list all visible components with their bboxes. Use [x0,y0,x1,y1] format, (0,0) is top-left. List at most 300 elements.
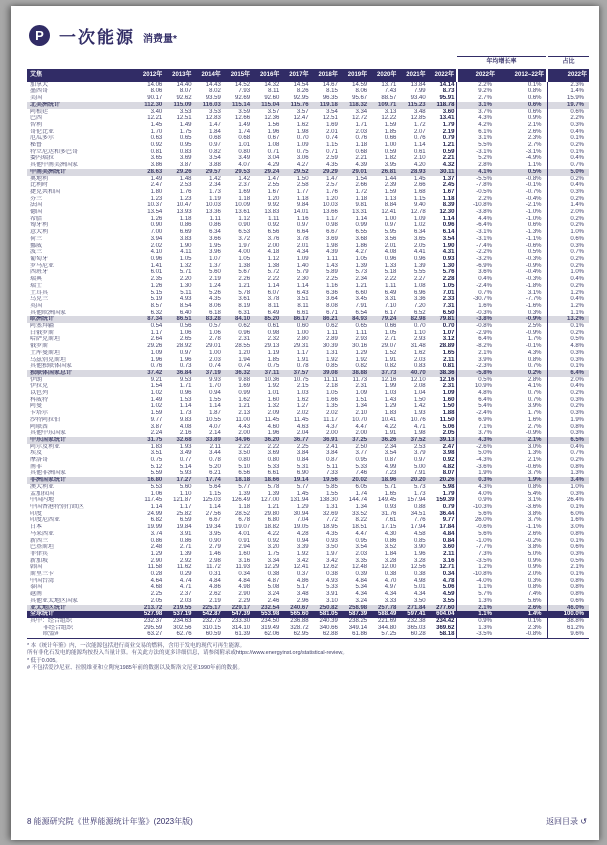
share-cell: 0.3% [547,410,589,417]
table-row [27,209,589,216]
value-cell: 1.93 [179,443,192,450]
value-cell: 0.80 [267,457,280,464]
value-cell: 29.31 [293,343,309,350]
value-cell: 271.84 [398,605,427,612]
growth-10y-cell: 0.6% [527,108,542,115]
growth-10y-cell: -0.2% [525,537,542,544]
value-cell: 12.29 [264,564,280,571]
value-cell: 1.18 [355,195,368,202]
value-cell: 12.36 [264,115,280,122]
table-row [27,538,589,545]
value-cell: 36.44 [439,510,455,517]
value-cell: 93.40 [410,95,426,102]
value-cell: 14.52 [235,81,251,88]
value-cell: 79.24 [369,316,398,323]
value-cell: 225.17 [194,605,223,612]
region-name: 亚太地区统计 [27,605,135,612]
value-cell: 1.72 [413,121,426,128]
value-cell: 2.03 [355,128,368,135]
share-cell: 1.0% [547,269,589,276]
region-name: 泰国 [30,584,43,591]
growth-10y-cell: 0.9% [527,557,542,564]
value-cell: 3.33 [384,597,397,604]
value-cell: 1.49 [179,121,192,128]
region-name: 其他中东国家 [30,430,67,437]
value-cell: 0.74 [238,363,251,370]
value-cell: 1.32 [179,262,192,269]
value-cell: 6.96 [413,289,426,296]
value-cell: 1.54 [150,383,163,390]
value-cell: 0.75 [296,148,309,155]
value-cell: 6.52 [413,309,426,316]
value-cell: 5.77 [238,483,251,490]
value-cell: 8.73 [442,88,455,95]
share-cell: 0.4% [547,276,589,283]
value-cell: 6.67 [326,229,338,236]
value-cell: 1.00 [209,349,221,356]
table-row [27,531,589,538]
value-cell: 18.96 [369,477,398,484]
value-cell: 11.11 [323,376,338,383]
value-cell: 13.61 [235,209,251,216]
value-cell: 6.31 [238,309,251,316]
value-cell: 1.72 [355,188,368,195]
value-cell: 6.18 [209,309,221,316]
table-row [27,504,589,511]
value-cell: 1.17 [179,504,192,510]
value-cell: 0.71 [267,148,280,155]
value-cell: 2.19 [209,276,221,283]
value-cell: 5.89 [326,269,338,276]
value-cell: 4.99 [384,463,397,470]
growth-10y-cell: -0.6% [525,242,542,249]
growth-2022-cell: -2.6% [457,444,497,451]
value-cell: 0.97 [296,222,309,229]
value-cell: 2.13 [238,410,251,417]
table-row [27,377,589,384]
value-cell: 0.39 [355,571,368,578]
value-cell: 0.95 [179,142,192,149]
value-cell: 29.53 [223,169,252,176]
value-cell: 1.37 [442,175,455,182]
value-cell: 1.27 [296,403,309,410]
growth-10y-cell: -0.9% [525,329,542,336]
value-cell: 1.97 [238,242,251,249]
value-cell: 2.98 [209,557,221,564]
growth-2022-cell: -2.2% [457,249,497,256]
region-name: 白俄罗斯 [30,329,55,336]
value-cell: 2.92 [179,557,192,564]
value-cell: 3.16 [238,557,251,564]
value-cell: 11.45 [264,416,280,423]
value-cell: 340.66 [319,624,338,631]
table-row [27,357,589,364]
value-cell: 250.82 [311,605,340,612]
value-cell: 1.39 [413,262,426,269]
region-name: 中南美洲统计 [27,169,135,176]
value-cell: 1.07 [442,329,455,336]
value-cell: 3.24 [267,591,280,598]
value-cell: 10.76 [410,416,426,423]
value-cell: 1.14 [150,504,163,510]
value-cell: 2.46 [267,597,280,604]
value-cell: 12.56 [410,564,426,571]
table-row [27,544,589,551]
value-cell: 314.10 [231,624,251,631]
region-name: 比利时 [30,182,49,189]
value-cell: 3.78 [267,296,280,303]
value-cell: 6.34 [413,229,426,236]
share-cell: 2.2% [547,115,589,122]
value-cell: 29.13 [264,343,280,350]
value-cell: 13.83 [264,209,280,216]
value-cell: 1.12 [267,255,280,262]
value-cell: 30.94 [293,510,309,517]
value-cell: 29.57 [194,169,223,176]
value-cell: 2.19 [209,597,221,604]
value-cell: 0.90 [150,222,163,229]
value-cell: 31.48 [410,343,426,350]
value-cell: 5.60 [179,483,192,490]
share-cell: 1.4% [547,202,589,209]
value-cell: 0.59 [442,148,455,155]
value-cell: 2.20 [179,276,192,283]
value-cell: 12.62 [322,564,338,571]
value-cell: 3.42 [326,557,338,564]
value-cell: 115.09 [164,102,193,109]
value-cell: 8.11 [297,302,309,309]
value-cell: 1.31 [326,349,338,356]
value-cell: 0.87 [326,457,338,464]
growth-10y-cell: 3.7% [527,470,542,477]
value-cell: 1.21 [442,142,455,149]
value-cell: 1.43 [384,396,397,403]
value-cell: 4.59 [442,591,455,598]
share-cell: 0.1% [547,504,589,511]
value-cell: 4.41 [413,249,426,256]
value-cell: 36.20 [252,437,281,444]
value-cell: 4.34 [296,249,309,256]
table-row [27,229,589,236]
growth-10y-cell: 2.7% [527,142,542,149]
value-cell: 234.42 [436,617,455,624]
growth-10y-cell: 0.7% [527,363,542,370]
value-cell: 28.63 [135,169,164,176]
value-cell: 5.00 [413,463,426,470]
value-cell: 8.15 [326,88,338,95]
table-row [27,109,589,116]
value-cell: 0.84 [442,537,455,544]
region-name: 科威特 [30,396,49,403]
value-cell: 88.57 [381,95,397,102]
table-row [27,249,589,256]
value-cell: 1.14 [442,215,455,222]
value-cell: 3.50 [413,597,426,604]
value-cell: 30.16 [352,343,368,350]
value-cell: 1.14 [296,282,309,289]
value-cell: 13.41 [439,115,455,122]
table-row [27,611,589,618]
value-cell: 0.68 [209,135,221,142]
value-cell: 6.49 [384,289,397,296]
share-cell: 6.5% [547,437,589,444]
value-cell: 527.98 [135,611,164,618]
value-cell: 1.24 [209,282,221,289]
value-cell: 10.47 [176,202,192,209]
value-cell: 6.90 [296,470,309,477]
growth-10y-cell: -1.1% [525,524,542,531]
table-row [27,350,589,357]
value-cell: 1.15 [326,142,338,149]
value-cell: 12.10 [410,376,426,383]
value-cell: 6.54 [355,309,368,316]
value-cell: 0.96 [442,222,455,229]
region-name: 斯里兰卡 [30,571,55,578]
region-name: 巴基斯坦 [30,544,55,551]
table-row [27,397,589,404]
value-cell: 1.04 [413,390,426,397]
value-cell: 1.13 [384,195,397,202]
table-row [27,310,589,317]
table-row [27,457,589,464]
value-cell: 588.49 [369,611,398,618]
value-cell: 57.25 [381,631,397,638]
value-cell: 4.98 [238,584,251,591]
value-cell: 3.60 [442,108,455,115]
table-row [27,102,589,109]
region-name: 哈萨克斯坦 [30,336,61,343]
value-cell: 1.68 [413,188,426,195]
value-cell: 1.46 [209,550,221,557]
value-cell: 31.75 [135,437,164,444]
value-cell: 7.01 [442,289,455,296]
value-cell: 0.73 [179,363,192,370]
value-cell: 36.91 [311,437,340,444]
share-cell: 46.0% [547,605,589,612]
value-cell: 38.88 [340,370,369,377]
value-cell: 1.66 [326,396,338,403]
section-letter: P [35,27,44,43]
value-cell: 1.02 [150,390,163,397]
value-cell: 4.00 [238,249,251,256]
value-cell: 3.53 [179,108,192,115]
table-row [27,323,589,330]
value-cell: 14.32 [264,81,280,88]
share-cell: 0.2% [547,390,589,397]
growth-10y-cell: 2.6% [497,605,547,612]
value-cell: 86.17 [281,316,310,323]
value-cell: 1.14 [355,215,368,222]
value-cell: 28.93 [398,169,427,176]
value-cell: 30.11 [428,169,457,176]
share-cell: 1.2% [547,290,589,297]
value-cell: 37.52 [398,437,427,444]
share-cell: 0.4% [547,383,589,390]
share-cell: 1.3% [547,470,589,477]
value-cell: 3.65 [150,155,163,162]
value-cell: 1.92 [326,356,338,363]
value-cell: 4.93 [326,577,338,584]
growth-2022-cell: 0.5% [457,377,497,384]
value-cell: 0.70 [442,323,455,330]
value-cell: 2.05 [442,430,455,437]
growth-10y-cell: 3.9% [527,403,542,410]
value-cell: 2.71 [384,336,397,343]
value-cell: 36.32 [223,370,252,377]
growth-10y-cell: 0.6% [527,95,542,102]
value-cell: 1.83 [384,410,397,417]
back-to-toc-link[interactable]: 返回目录 ↺ [546,817,587,826]
value-cell: 3.48 [413,108,426,115]
value-cell: 11.73 [352,376,368,383]
value-cell: 5.67 [238,269,251,276]
value-cell: 1.77 [296,188,309,195]
value-cell: 1.29 [384,403,397,410]
value-cell: 12.30 [439,209,455,216]
share-cell: 0.2% [547,222,589,229]
growth-10y-cell: 3.7% [527,517,542,524]
table-row [27,202,589,209]
value-cell: 2.11 [209,443,221,450]
share-cell: 5.0% [547,169,589,176]
value-cell: 0.92 [267,222,280,229]
value-cell: 4.58 [413,530,426,537]
growth-10y-cell: -0.3% [525,255,542,262]
growth-10y-cell: -4.9% [525,155,542,162]
value-cell: 14.01 [293,209,309,216]
value-cell: 92.95 [293,95,309,102]
value-cell: 1.54 [355,175,368,182]
value-cell: 13.93 [176,209,192,216]
value-cell: 32.69 [322,510,338,517]
region-name: 智利 [30,121,43,128]
value-cell: 1.39 [355,262,368,269]
value-cell: 3.40 [150,108,163,115]
table-row [27,390,589,397]
value-cell: 10.09 [235,202,251,209]
value-cell: 1.29 [150,550,163,557]
table-row [27,470,589,477]
value-cell: 4.35 [326,162,338,169]
value-cell: 0.85 [413,537,426,544]
value-cell: 1.23 [179,195,192,202]
unit-header: 艾焦 [27,69,135,82]
growth-2022-cell: 4.1% [457,169,497,176]
value-cell: 328.72 [290,624,309,631]
share-cell: 38.8% [547,618,589,625]
value-cell: 1.37 [209,262,221,269]
share-cell: 0.2% [547,457,589,464]
value-cell: 11.45 [294,416,309,423]
region-name: 希腊 [30,215,43,222]
growth-10y-cell: 0.3% [527,577,542,584]
value-cell: 2.27 [413,276,426,283]
share-cell: 0.3% [547,243,589,250]
value-cell: 5.95 [384,229,397,236]
value-cell: 8.11 [268,88,280,95]
value-cell: 0.74 [209,363,221,370]
value-cell: 1.88 [442,410,455,417]
value-cell: 2.64 [150,336,163,343]
value-cell: 2.66 [413,182,426,189]
value-cell: 4.98 [413,577,426,584]
value-cell: 13.31 [352,209,368,216]
value-cell: 3.10 [326,597,338,604]
table-row [27,598,589,605]
value-cell: 5.85 [326,483,338,490]
value-cell: 82.98 [398,316,427,323]
value-cell: 4.84 [238,577,251,584]
growth-10y-cell: 0.6% [527,222,542,229]
value-cell: 0.78 [209,457,221,464]
value-cell: 1.71 [179,383,192,390]
table-row [27,417,589,424]
value-cell: 6.50 [442,309,455,316]
value-cell: 117.45 [144,497,163,504]
value-cell: 2.10 [355,410,368,417]
share-cell: 0.2% [547,403,589,410]
value-cell: 62.76 [176,631,192,638]
value-cell: 2.04 [296,430,309,437]
value-cell: 4.11 [180,249,192,256]
growth-2022-cell: 0.4% [457,276,497,283]
share-cell: 61.2% [547,625,589,632]
value-cell: 7.61 [384,517,397,524]
value-cell: 5.10 [238,463,251,470]
share-cell: 13.2% [547,316,589,323]
value-cell: 7.93 [238,88,251,95]
value-cell: 3.61 [238,296,251,303]
value-cell: 1.91 [296,356,309,363]
value-cell: 1.42 [413,403,426,410]
value-cell: 0.99 [238,390,251,397]
value-cell: 0.71 [326,148,338,155]
value-cell: 60.28 [410,631,426,638]
share-cell: 26.4% [547,497,589,504]
value-cell: 17.74 [194,477,223,484]
value-cell: 0.96 [179,390,192,397]
value-cell: 8.54 [179,302,192,309]
value-cell: 1.39 [179,550,192,557]
value-cell: 5.71 [384,483,397,490]
value-cell: 1.02 [150,403,163,410]
value-cell: 2.19 [442,128,455,135]
value-cell: 1.11 [268,215,280,222]
value-cell: 221.69 [378,617,397,624]
value-cell: 565.60 [281,611,310,618]
table-row [27,155,589,162]
value-cell: 2.01 [384,242,397,249]
value-cell: 365.03 [407,624,426,631]
value-cell: 1.70 [150,128,163,135]
value-cell: 9.53 [179,376,192,383]
growth-2022-cell: 4.3% [457,437,497,444]
value-cell: 12.48 [352,564,368,571]
value-cell: 12.21 [147,115,163,122]
value-cell: 0.66 [384,135,397,142]
value-cell: 5.79 [296,269,309,276]
value-cell: 5.55 [413,269,426,276]
value-cell: 2.25 [326,276,338,283]
value-cell: 1.74 [238,128,251,135]
region-name: 瑞典 [30,276,43,283]
value-cell: 4.64 [150,577,163,584]
value-cell: 344.80 [378,624,397,631]
value-cell: 232.38 [407,617,426,624]
value-cell: 12.16 [439,376,455,383]
year-header: 2022年 [428,69,457,82]
value-cell: 2.58 [296,182,309,189]
